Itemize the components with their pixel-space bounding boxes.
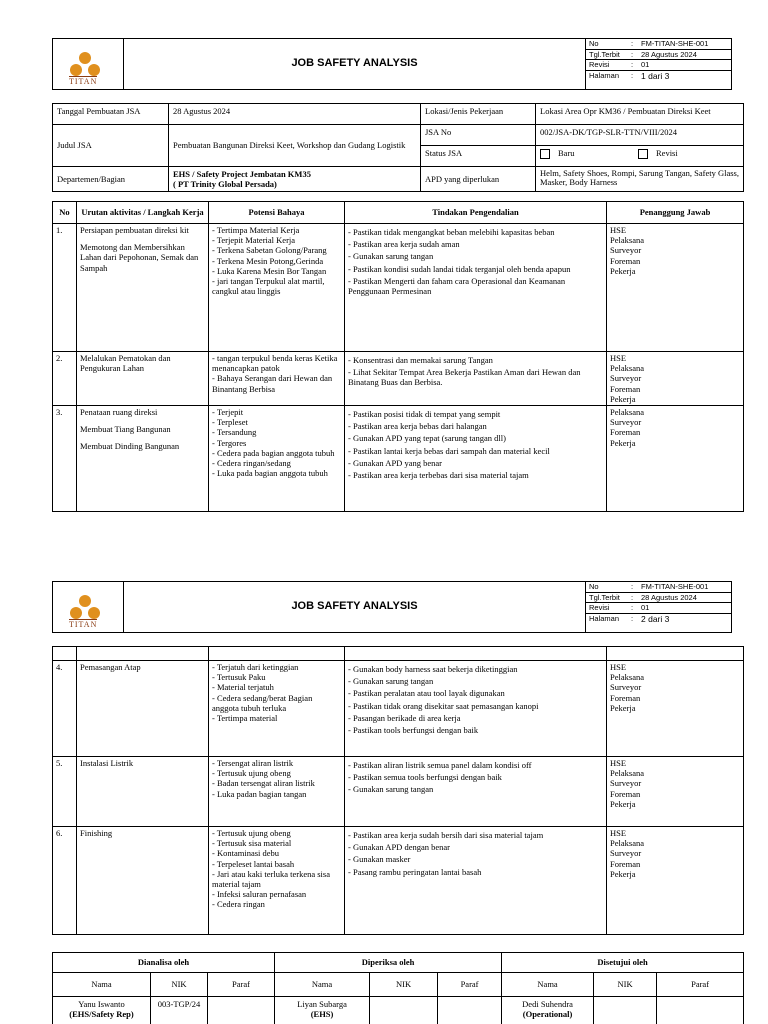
control-cell bbox=[345, 757, 607, 827]
tindakan-item: - Pastikan tidak orang disekitar saat pemasangan kanopi bbox=[348, 700, 539, 711]
meta-date-value: 28 Agustus 2024 bbox=[641, 49, 697, 59]
status-baru-checkbox[interactable] bbox=[540, 149, 550, 159]
pj-item: Pelaksana bbox=[610, 672, 644, 683]
control-cell bbox=[345, 827, 607, 935]
activity-cell bbox=[77, 661, 209, 757]
nik-label: NIK bbox=[370, 973, 438, 997]
tindakan-item: - Gunakan sarung tangan bbox=[348, 251, 434, 262]
tindakan-item: - Pastikan lantai kerja bebas dari sampah dan material kecil bbox=[348, 446, 603, 456]
nama-label: Nama bbox=[275, 973, 370, 997]
jsa-table-page2 bbox=[52, 646, 744, 935]
meta-revisi-value: 01 bbox=[641, 60, 650, 69]
meta-halaman-label: Halaman bbox=[589, 70, 620, 80]
pj-item: Pekerja bbox=[610, 798, 636, 809]
bahaya-item: - Terpeleset lantai basah bbox=[212, 858, 295, 869]
page2-header bbox=[52, 581, 732, 633]
tindakan-item: - Pastikan posisi tidak di tempat yang sempit bbox=[348, 409, 603, 419]
bahaya-item: - Material terjatuh bbox=[212, 682, 341, 692]
signer1-role: (EHS/Safety Rep) bbox=[69, 1009, 134, 1020]
apd-label: APD yang diperlukan bbox=[421, 167, 536, 192]
document-meta: No : FM-TITAN-SHE-001 Tgl.Terbit : 28 Agustus 2024 Revisi : 01 Halaman : 1 dari 3 bbox=[585, 39, 731, 89]
jsano-value: 002/JSA-DK/TGP-SLR-TTN/VIII/2024 bbox=[536, 125, 744, 146]
pj-item: Surveyor bbox=[610, 682, 642, 693]
pj-item: Pekerja bbox=[610, 393, 636, 404]
aktivitas-item: Memotong dan Membersihkan Lahan dari Pepohonan, Semak dan Sampah bbox=[80, 242, 199, 273]
nama-label: Nama bbox=[53, 973, 151, 997]
bahaya-item: - Kontaminasi debu bbox=[212, 848, 280, 859]
bahaya-item: - Tertimpa Material Kerja bbox=[212, 225, 300, 235]
dept-label: Departemen/Bagian bbox=[53, 167, 169, 192]
table-row bbox=[53, 406, 744, 512]
logo-circles-icon bbox=[67, 594, 103, 622]
table-row bbox=[53, 224, 744, 352]
tindakan-item: - Konsentrasi dan memakai sarung Tangan bbox=[348, 355, 603, 365]
control-cell bbox=[345, 352, 607, 406]
tindakan-item: - Pastikan Mengerti dan faham cara Operasional dan Keamanan Penggunaan Permesinan bbox=[348, 275, 566, 296]
activity-cell bbox=[77, 757, 209, 827]
bahaya-item: - Jari atau kaki terluka terkena sisa material tajam bbox=[212, 868, 331, 889]
tindakan-item: - Gunakan sarung tangan bbox=[348, 676, 434, 687]
meta-date-value: 28 Agustus 2024 bbox=[641, 592, 697, 602]
row-number: 4. bbox=[53, 661, 77, 757]
dianalisa-header: Dianalisa oleh bbox=[53, 953, 275, 973]
hazard-cell bbox=[209, 827, 345, 935]
tindakan-item: - Pastikan peralatan atau tool layak digunakan bbox=[348, 688, 505, 699]
pj-item: HSE bbox=[610, 662, 627, 672]
meta-revisi-label: Revisi bbox=[589, 60, 610, 69]
page1-header bbox=[52, 38, 732, 90]
tindakan-item: - Gunakan body harness saat bekerja diketinggian bbox=[348, 664, 518, 674]
col-tindakan: Tindakan Pengendalian bbox=[345, 202, 607, 224]
signer1-name: Yanu Iswanto bbox=[78, 999, 125, 1009]
bahaya-item: - tangan terpukul benda keras Ketika menancapkan patok bbox=[212, 353, 341, 373]
pj-item: Foreman bbox=[610, 788, 641, 799]
signature-table bbox=[52, 952, 744, 1024]
status-baru-label: Baru bbox=[558, 148, 575, 158]
judul-value: Pembuatan Bangunan Direksi Keet, Workshop dan Gudang Logistik bbox=[169, 125, 421, 167]
signer1-nik: 003-TGP/24 bbox=[151, 997, 208, 1024]
signer3-nik bbox=[594, 997, 657, 1024]
pj-item: Pelaksana bbox=[610, 407, 644, 417]
meta-date-label: Tgl.Terbit bbox=[589, 49, 620, 59]
bahaya-item: - Badan tersengat aliran listrik bbox=[212, 778, 341, 788]
bahaya-item: - Tertusuk ujung obeng bbox=[212, 828, 291, 838]
row-number: 5. bbox=[53, 757, 77, 827]
pj-item: Foreman bbox=[610, 427, 641, 438]
logo-wordmark: TITAN bbox=[69, 77, 98, 87]
bahaya-item: - Infeksi saluran pernafasan bbox=[212, 889, 307, 900]
bahaya-item: - Tersandung bbox=[212, 427, 341, 437]
bahaya-item: - Luka padan bagian tangan bbox=[212, 789, 341, 799]
bahaya-item: - Luka Karena Mesin Bor Tangan bbox=[212, 265, 327, 276]
bahaya-item: - Cedera ringan/sedang bbox=[212, 458, 341, 468]
col-pj: Penanggung Jawab bbox=[607, 202, 744, 224]
meta-date-label: Tgl.Terbit bbox=[589, 592, 620, 602]
activity-cell bbox=[77, 352, 209, 406]
titan-logo bbox=[53, 39, 124, 89]
pj-item: Foreman bbox=[610, 255, 641, 266]
meta-revisi-label: Revisi bbox=[589, 603, 610, 612]
nik-label: NIK bbox=[594, 973, 657, 997]
document-title: JOB SAFETY ANALYSIS bbox=[291, 57, 418, 70]
activity-cell bbox=[77, 406, 209, 512]
tindakan-item: - Pastikan area kerja terbebas dari sisa material tajam bbox=[348, 470, 603, 480]
diperiksa-header: Diperiksa oleh bbox=[275, 953, 502, 973]
pj-item: HSE bbox=[610, 225, 627, 235]
pj-item: Pelaksana bbox=[610, 768, 644, 779]
responsible-cell bbox=[607, 757, 744, 827]
jsano-label: JSA No bbox=[421, 125, 536, 146]
hazard-cell bbox=[209, 224, 345, 352]
pj-item: Pelaksana bbox=[610, 838, 644, 849]
hazard-cell bbox=[209, 352, 345, 406]
jsa-info-table bbox=[52, 103, 744, 192]
lokasi-value: Lokasi Area Opr KM36 / Pembuatan Direksi Keet bbox=[536, 104, 744, 125]
pj-item: Surveyor bbox=[610, 373, 642, 384]
meta-no-value: FM-TITAN-SHE-001 bbox=[641, 582, 709, 591]
meta-no-label: No bbox=[589, 582, 599, 591]
dept-line1: EHS / Safety Project Jembatan KM35 bbox=[173, 169, 311, 179]
logo-wordmark: TITAN bbox=[69, 620, 98, 630]
control-cell bbox=[345, 661, 607, 757]
aktivitas-item: Penataan ruang direksi bbox=[80, 407, 158, 417]
bahaya-item: - Terjepit Material Kerja bbox=[212, 235, 296, 246]
col-no: No bbox=[53, 202, 77, 224]
bahaya-item: - Tertusuk sisa material bbox=[212, 838, 292, 849]
aktivitas-item: Membuat Dinding Bangunan bbox=[80, 441, 180, 452]
bahaya-item: - jari tangan Terpukul alat martil, cangkul atau linggis bbox=[212, 275, 325, 297]
tindakan-item: - Pastikan tools berfungsi dengan baik bbox=[348, 724, 479, 735]
logo-circles-icon bbox=[67, 51, 103, 79]
pj-item: Surveyor bbox=[610, 848, 642, 859]
pj-item: HSE bbox=[610, 353, 627, 363]
status-revisi-label: Revisi bbox=[656, 148, 678, 158]
bahaya-item: - Luka pada bagian anggota tubuh bbox=[212, 468, 341, 478]
bahaya-item: - Terkena Mesin Potong,Gerinda bbox=[212, 255, 324, 266]
pj-item: Pekerja bbox=[610, 702, 636, 713]
signer2-name: Liyan Subarga bbox=[297, 999, 347, 1009]
responsible-cell bbox=[607, 827, 744, 935]
nik-label: NIK bbox=[151, 973, 208, 997]
tindakan-item: - Pastikan tidak mengangkat beban melebihi kapasitas beban bbox=[348, 227, 555, 237]
tindakan-item: - Gunakan masker bbox=[348, 854, 603, 864]
bahaya-item: - Tergores bbox=[212, 438, 341, 448]
table-row bbox=[53, 352, 744, 406]
tindakan-item: - Pastikan kondisi sudah landai tidak terganjal oleh benda apapun bbox=[348, 263, 571, 274]
pj-item: Pelaksana bbox=[610, 363, 644, 374]
meta-halaman-value: 2 dari 3 bbox=[641, 613, 670, 624]
pj-item: Surveyor bbox=[610, 417, 642, 428]
tanggal-label: Tanggal Pembuatan JSA bbox=[53, 104, 169, 125]
bahaya-item: - Tersengat aliran listrik bbox=[212, 758, 341, 768]
pj-item: Pekerja bbox=[610, 437, 636, 448]
col-aktivitas: Urutan aktivitas / Langkah Kerja bbox=[77, 202, 209, 224]
table-row bbox=[53, 661, 744, 757]
tindakan-item: - Gunakan sarung tangan bbox=[348, 784, 603, 794]
row-number: 2. bbox=[53, 352, 77, 406]
signer2-role: (EHS) bbox=[310, 1009, 334, 1020]
tindakan-item: - Pastikan area kerja bebas dari halangan bbox=[348, 421, 603, 431]
bahaya-item: - Cedera pada bagian anggota tubuh bbox=[212, 448, 341, 458]
meta-no-value: FM-TITAN-SHE-001 bbox=[641, 39, 709, 48]
lokasi-label: Lokasi/Jenis Pekerjaan bbox=[421, 104, 536, 125]
pj-item: Foreman bbox=[610, 692, 641, 703]
tindakan-item: - Pastikan aliran listrik semua panel dalam kondisi off bbox=[348, 760, 603, 770]
signer3-role: (Operational) bbox=[522, 1009, 573, 1020]
disetujui-header: Disetujui oleh bbox=[502, 953, 744, 973]
nama-label: Nama bbox=[502, 973, 594, 997]
aktivitas-item: Persiapan pembuatan direksi kit bbox=[80, 225, 189, 235]
tindakan-item: - Pastikan area kerja sudah bersih dari sisa material tajam bbox=[348, 830, 603, 840]
signer2-nik bbox=[370, 997, 438, 1024]
aktivitas-item: Membuat Tiang Bangunan bbox=[80, 424, 171, 435]
responsible-cell bbox=[607, 224, 744, 352]
bahaya-item: - Bahaya Serangan dari Hewan dan Binantang Berbisa bbox=[212, 373, 341, 393]
titan-logo bbox=[53, 582, 124, 632]
signer2-paraf[interactable] bbox=[438, 997, 502, 1024]
meta-halaman-value: 1 dari 3 bbox=[641, 70, 670, 81]
hazard-cell bbox=[209, 661, 345, 757]
tindakan-item: - Lihat Sekitar Tempat Area Bekerja Pastikan Aman dari Hewan dan Binatang Buas dan Berbisa. bbox=[348, 367, 603, 387]
bahaya-item: - Cedera sedang/berat Bagian anggota tubuh terluka bbox=[212, 693, 341, 713]
responsible-cell bbox=[607, 406, 744, 512]
hazard-cell bbox=[209, 757, 345, 827]
row-number: 1. bbox=[53, 224, 77, 352]
pj-item: HSE bbox=[610, 828, 627, 838]
dept-line2: ( PT Trinity Global Persada) bbox=[173, 179, 277, 190]
pj-item: HSE bbox=[610, 758, 627, 768]
bahaya-item: - Tertimpa material bbox=[212, 713, 341, 723]
control-cell bbox=[345, 406, 607, 512]
document-title: JOB SAFETY ANALYSIS bbox=[291, 600, 418, 613]
signer2 bbox=[275, 997, 370, 1024]
tindakan-item: - Pasangan berikade di area kerja bbox=[348, 712, 461, 723]
paraf-label: Paraf bbox=[208, 973, 275, 997]
pj-item: Surveyor bbox=[610, 778, 642, 789]
signer3-name: Dedi Suhendra bbox=[522, 999, 573, 1009]
bahaya-item: - Terpleset bbox=[212, 417, 341, 427]
aktivitas-item: Pemasangan Atap bbox=[80, 662, 141, 672]
pj-item: Foreman bbox=[610, 858, 641, 869]
status-label: Status JSA bbox=[421, 146, 536, 167]
jsa-table-page1 bbox=[52, 201, 744, 512]
meta-halaman-label: Halaman bbox=[589, 613, 620, 623]
responsible-cell bbox=[607, 352, 744, 406]
bahaya-item: - Tertusuk ujung obeng bbox=[212, 768, 341, 778]
tindakan-item: - Gunakan APD yang benar bbox=[348, 458, 603, 468]
dept-value bbox=[169, 167, 421, 192]
aktivitas-item: Instalasi Listrik bbox=[80, 758, 134, 768]
paraf-label: Paraf bbox=[657, 973, 744, 997]
hazard-cell bbox=[209, 406, 345, 512]
control-cell bbox=[345, 224, 607, 352]
tanggal-value: 28 Agustus 2024 bbox=[169, 104, 421, 125]
signer3-paraf[interactable] bbox=[657, 997, 744, 1024]
bahaya-item: - Terkena Sabetan Golong/Parang bbox=[212, 245, 327, 256]
bahaya-item: - Tertusuk Paku bbox=[212, 672, 341, 682]
signer1-paraf[interactable] bbox=[208, 997, 275, 1024]
paraf-label: Paraf bbox=[438, 973, 502, 997]
tindakan-item: - Gunakan APD yang tepat (sarung tangan dll) bbox=[348, 433, 603, 443]
pj-item: Foreman bbox=[610, 383, 641, 394]
table-row bbox=[53, 827, 744, 935]
row-number: 6. bbox=[53, 827, 77, 935]
pj-item: Surveyor bbox=[610, 245, 642, 256]
meta-revisi-value: 01 bbox=[641, 603, 650, 612]
pj-item: Pekerja bbox=[610, 868, 636, 879]
col-bahaya: Potensi Bahaya bbox=[209, 202, 345, 224]
bahaya-item: - Terjepit bbox=[212, 407, 341, 417]
aktivitas-item: Finishing bbox=[80, 828, 113, 838]
tindakan-item: - Pastikan semua tools berfungsi dengan baik bbox=[348, 772, 603, 782]
status-revisi-checkbox[interactable] bbox=[638, 149, 648, 159]
judul-label: Judul JSA bbox=[53, 125, 169, 167]
bahaya-item: - Terjatuh dari ketinggian bbox=[212, 662, 341, 672]
tindakan-item: - Pasang rambu peringatan lantai basah bbox=[348, 867, 603, 877]
activity-cell bbox=[77, 224, 209, 352]
document-meta: No : FM-TITAN-SHE-001 Tgl.Terbit : 28 Agustus 2024 Revisi : 01 Halaman : 2 dari 3 bbox=[585, 582, 731, 632]
row-number: 3. bbox=[53, 406, 77, 512]
status-options bbox=[536, 146, 744, 167]
signer1 bbox=[53, 997, 151, 1024]
meta-no-label: No bbox=[589, 39, 599, 48]
table-row bbox=[53, 757, 744, 827]
apd-value: Helm, Safety Shoes, Rompi, Sarung Tangan, Safety Glass, Masker, Body Harness bbox=[536, 167, 744, 192]
pj-item: Pekerja bbox=[610, 265, 636, 276]
tindakan-item: - Pastikan area kerja sudah aman bbox=[348, 239, 460, 250]
activity-cell bbox=[77, 827, 209, 935]
bahaya-item: - Cedera ringan bbox=[212, 899, 265, 910]
signer3 bbox=[502, 997, 594, 1024]
responsible-cell bbox=[607, 661, 744, 757]
tindakan-item: - Gunakan APD dengan benar bbox=[348, 842, 603, 852]
pj-item: Pelaksana bbox=[610, 235, 644, 246]
aktivitas-item: Melalukan Pematokan dan Pengukuran Lahan bbox=[80, 353, 171, 374]
